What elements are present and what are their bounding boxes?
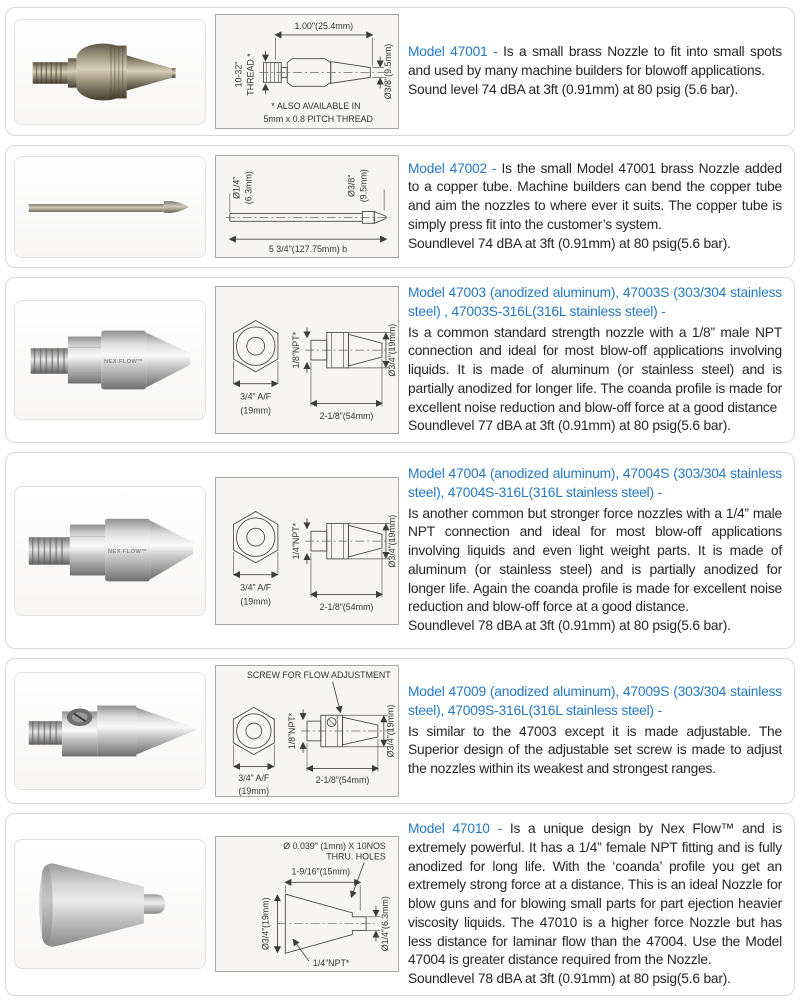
technical-diagram-47004 — [215, 477, 399, 625]
model-title: Model 47010 - — [408, 821, 510, 836]
sound-level-text: Soundlevel 74 dBA at 3ft (0.91mm) at 80 psig(5.6 bar). — [408, 235, 731, 251]
dim-label-af-2: (19mm) — [240, 405, 271, 416]
aluminum-nozzle-illustration — [17, 303, 203, 417]
dim-label-thread-2: THREAD.* — [245, 53, 256, 96]
technical-diagram-47009 — [215, 665, 399, 797]
dim-label-tube-dia-1: Ø1/4" — [231, 176, 242, 199]
dim-label-tip-dia-1: Ø3/8" — [346, 174, 357, 197]
dim-label-length: 2-1/8”(54mm) — [319, 601, 374, 612]
sound-level-text: Soundlevel 77 dBA at 3ft (0.91mm) at 80 psig(5.6 bar). — [408, 418, 731, 434]
product-description-47003 — [408, 284, 784, 436]
product-body-text: Is similar to the 47003 except it is made adjustable. The Superior design of the adjustable set screw is made to adjust the nozzles within its weakest and strongest ranges. — [408, 723, 782, 777]
technical-diagram-47002 — [215, 155, 399, 258]
dim-label-body-dia: Ø3/4”(19mm) — [385, 704, 396, 758]
dim-label-body-dia: Ø3/4”(19mm) — [260, 897, 271, 951]
product-card-47001 — [5, 7, 795, 136]
product-body-text: Is another common but stronger force nozzles with a 1/4” male NPT connection and ideal for most blow-off applications involving liquids and even light weight parts. It is made of aluminum (or stainless steel) and is partially anodized for longer life. Again the coanda profile is made for excellent noise reduction and blow-off force at a good distance. — [408, 505, 782, 615]
brass-nozzle-illustration — [17, 22, 203, 122]
dim-label-tip-dia-2: (9.5mm) — [358, 169, 369, 203]
model-title: Model 47003 (anodized aluminum), 47003S (303/304 stainless steel) , 47003S-316L(316L stainless steel) - — [408, 285, 782, 319]
technical-diagram-47001 — [215, 14, 399, 129]
product-description-47004 — [408, 465, 784, 636]
product-body-text: Is a unique design by Nex Flow™ and is extremely powerful. It has a 1/4” female NPT fitting and is fully anodized for long life. With the ‘coanda’ profile you get an extremely strong force at a distance. This is an ideal Nozzle for blow guns and for blowing small parts for part ejection heavier viscosity liquids. The 47010 is a higher force Nozzle but has less distance for laminar flow than the 47004. Use the Model 47004 is greater distance required from the Nozzle. — [408, 821, 782, 968]
sound-level-text: Soundlevel 78 dBA at 3ft (0.91mm) at 80 psig(5.6 bar). — [408, 971, 731, 986]
sound-level-text: Sound level 74 dBA at 3ft (0.91mm) at 80 psig (5.6 bar). — [408, 81, 739, 97]
product-photo-47004 — [14, 486, 206, 616]
dim-label-af-2: (19mm) — [240, 595, 271, 606]
product-photo-47001 — [14, 19, 206, 125]
dim-label-length: 2-1/8”(54mm) — [315, 775, 370, 786]
dim-label-npt: 1/8”NPT* — [291, 331, 302, 369]
model-title: Model 47004 (anodized aluminum), 47004S (303/304 stainless steel), 47004S-316L(316L stainless steel) - — [408, 466, 782, 500]
brand-text: NEX FLOW™ — [107, 548, 148, 555]
product-card-47002 — [5, 145, 795, 268]
product-description-47009 — [408, 683, 784, 779]
product-description-47010 — [408, 820, 784, 989]
product-photo-47010 — [14, 839, 206, 969]
product-card-47009 — [5, 658, 795, 804]
thru-holes-note-2: THRU. HOLES — [326, 852, 386, 863]
dim-label-tube-dia-2: (6.3mm) — [243, 171, 254, 205]
product-body-text: Is a small brass Nozzle to fit into small spots and used by many machine builders for blowoff applications. — [408, 44, 782, 79]
product-card-47004 — [5, 452, 795, 649]
dim-label-thread-1: 10-32" — [233, 61, 244, 88]
dim-label-tip-dia: Ø1/4”(6.3mm) — [379, 896, 390, 952]
product-photo-47003 — [14, 300, 206, 420]
model-title: Model 47009 (anodized aluminum), 47009S (303/304 stainless steel), 47009S-316L(316L stainless steel) - — [408, 684, 782, 718]
dim-label-af-1: 3/4” A/F — [240, 391, 272, 402]
cone-nozzle-illustration — [17, 842, 203, 966]
adjustable-nozzle-illustration — [17, 675, 203, 787]
product-card-47003 — [5, 277, 795, 443]
product-photo-47009 — [14, 672, 206, 790]
diagram-note-1: * ALSO AVAILABLE IN — [271, 101, 361, 112]
dim-label-af-2: (19mm) — [238, 786, 270, 796]
technical-diagram-47003 — [215, 286, 399, 434]
model-title: Model 47001 - — [408, 44, 504, 60]
model-title: Model 47002 - — [408, 160, 502, 176]
product-card-47010 — [5, 813, 795, 996]
sound-level-text: Soundlevel 78 dBA at 3ft (0.91mm) at 80 psig(5.6 bar). — [408, 618, 731, 634]
dim-label-npt: 1/8”NPT* — [287, 712, 298, 750]
dim-label-npt: 1/4”NPT* — [291, 522, 302, 559]
aluminum-nozzle-illustration — [17, 489, 203, 613]
dim-label-body-dia: Ø3/4”(19mm) — [386, 514, 397, 567]
copper-tube-nozzle-illustration — [17, 161, 203, 253]
dim-label-length: 1-9/16”(15mm) — [291, 866, 351, 877]
product-description-47001 — [408, 43, 784, 99]
dim-label-diameter: Ø3/8"(9.5mm) — [383, 43, 394, 100]
product-body-text: Is the small Model 47001 brass Nozzle added to a copper tube. Machine builders can bend the copper tube and aim the nozzles to where ever it suits. The copper tube is simply press fit into the customer’s system. — [408, 160, 782, 232]
dim-label-body-dia: Ø3/4”(19mm) — [386, 323, 397, 377]
dim-label-length: 1.00"(25.4mm) — [294, 20, 354, 31]
dim-label-npt: 1/4”NPT* — [312, 958, 350, 969]
dim-label-length: 2-1/8”(54mm) — [319, 411, 374, 422]
dim-label-af-1: 3/4” A/F — [238, 773, 270, 784]
screw-adjustment-note: SCREW FOR FLOW ADJUSTMENT — [246, 669, 391, 680]
brand-text: NEX FLOW™ — [103, 358, 144, 365]
thru-holes-note-1: Ø 0.039" (1mm) X 10NOS — [283, 841, 386, 852]
dim-label-af-1: 3/4” A/F — [240, 581, 272, 592]
diagram-note-2: 5mm x 0.8 PITCH THREAD — [263, 113, 373, 124]
product-photo-47002 — [14, 156, 206, 258]
dim-label-length: 5 3/4"(127.75mm) b — [268, 244, 348, 254]
product-description-47002 — [408, 160, 784, 254]
product-body-text: Is a common standard strength nozzle with a 1/8” male NPT connection and ideal for most blow-off applications involving liquids. It is made of aluminum (or stainless steel) and is partially anodized for longer life. The coanda profile is made for excellent noise reduction and blow-off force at a good distance — [408, 324, 782, 415]
